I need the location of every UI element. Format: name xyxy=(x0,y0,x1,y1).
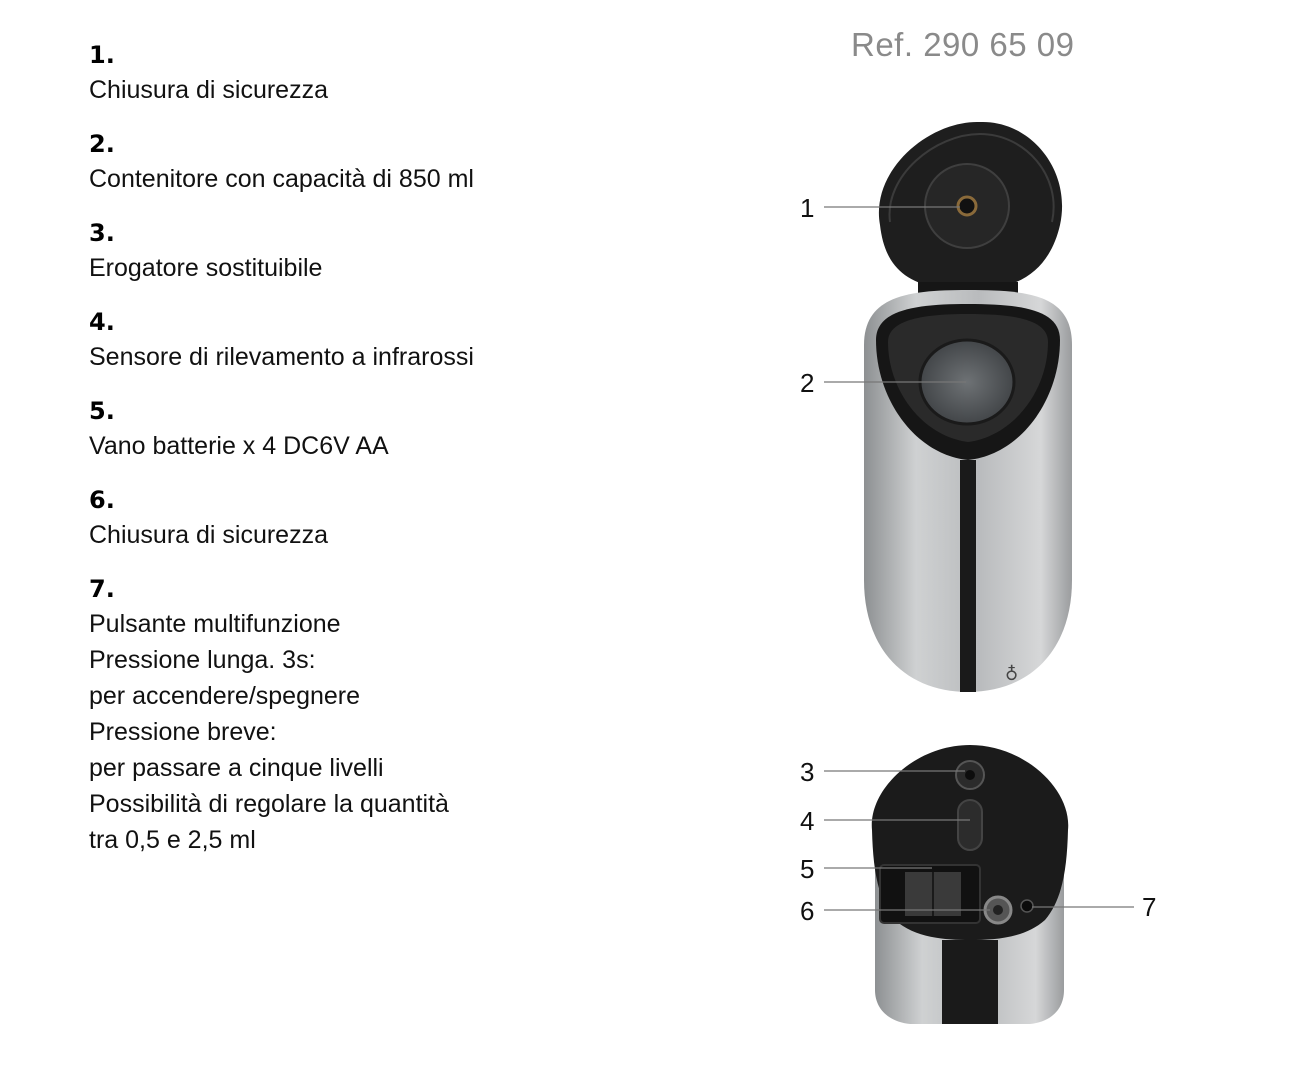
feature-description-line: Pulsante multifunzione xyxy=(89,610,341,638)
feature-description-line: Pressione breve: xyxy=(89,718,277,746)
feature-number: 3. xyxy=(89,219,115,247)
feature-description-line: per passare a cinque livelli xyxy=(89,754,384,782)
soap-dispenser-illustration xyxy=(780,110,1200,1070)
feature-item-5 xyxy=(89,394,649,464)
callout-label-2: 2 xyxy=(800,368,815,398)
feature-description-line: tra 0,5 e 2,5 ml xyxy=(89,826,256,854)
svg-text:♁: ♁ xyxy=(1005,664,1019,685)
feature-description: Vano batterie x 4 DC6V AA xyxy=(89,432,389,460)
feature-number: 1. xyxy=(89,41,115,69)
product-figure xyxy=(780,110,1200,1070)
feature-number: 2. xyxy=(89,130,115,158)
callout-label-4: 4 xyxy=(800,806,815,836)
bottom-view xyxy=(872,745,1068,1024)
callout-label-6: 6 xyxy=(800,896,815,926)
feature-description: Chiusura di sicurezza xyxy=(89,521,328,549)
feature-description: Contenitore con capacità di 850 ml xyxy=(89,165,474,193)
callout-label-1: 1 xyxy=(800,193,815,223)
feature-item-1 xyxy=(89,38,649,108)
feature-number: 7. xyxy=(89,575,115,603)
feature-item-6 xyxy=(89,483,649,553)
feature-description-line: per accendere/spegnere xyxy=(89,682,361,710)
feature-item-3 xyxy=(89,216,649,286)
feature-number: 6. xyxy=(89,486,115,514)
callout-label-5: 5 xyxy=(800,854,815,884)
feature-description-line: Possibilità di regolare la quantità xyxy=(89,790,449,818)
feature-list xyxy=(89,38,649,877)
feature-item-2 xyxy=(89,127,649,197)
feature-description: Chiusura di sicurezza xyxy=(89,76,328,104)
callout-label-7: 7 xyxy=(1142,892,1157,922)
feature-description: Sensore di rilevamento a infrarossi xyxy=(89,343,474,371)
feature-number: 4. xyxy=(89,308,115,336)
feature-number: 5. xyxy=(89,397,115,425)
callout-label-3: 3 xyxy=(800,757,815,787)
feature-item-7 xyxy=(89,572,649,858)
feature-item-4 xyxy=(89,305,649,375)
open-lid xyxy=(879,122,1062,300)
feature-description-line: Pressione lunga. 3s: xyxy=(89,646,316,674)
feature-description: Erogatore sostituibile xyxy=(89,254,323,282)
reference-code: Ref. 290 65 09 xyxy=(851,26,1075,63)
container-body xyxy=(864,290,1072,692)
